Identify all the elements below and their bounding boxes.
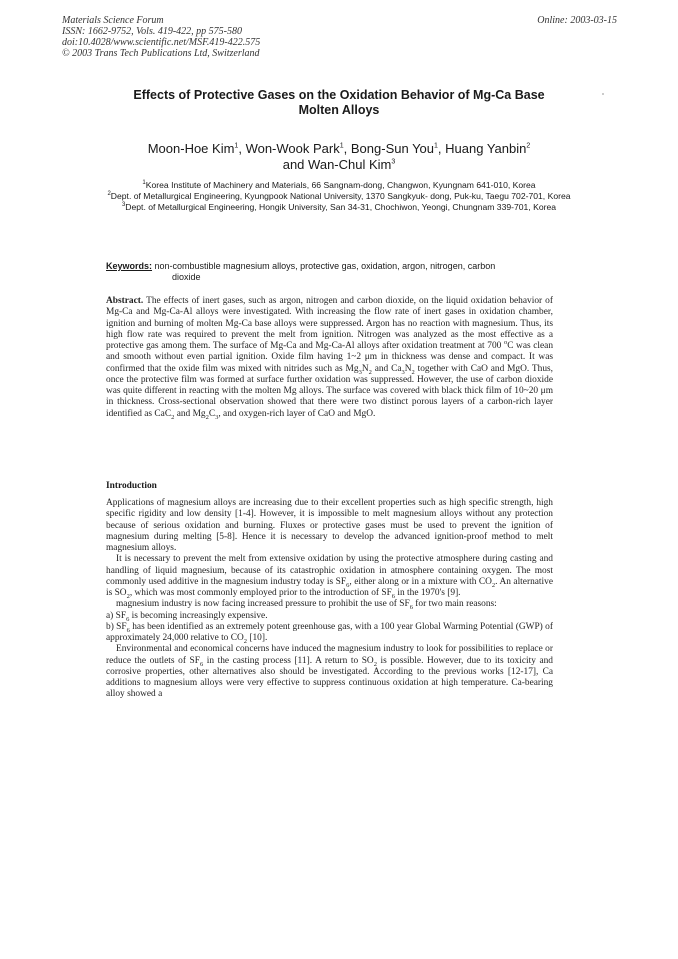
- affiliation-text: Dept. of Metallurgical Engineering, Kyungpook National University, 1370 Sangkyuk- dong, Puk-ku, Taegu 702-701, Korea: [110, 191, 571, 201]
- abstract-text: and Mg: [174, 408, 206, 419]
- intro-text: It is necessary to prevent the melt from extensive oxidation by using the protective atmosphere during casting and handling of liquid magnesium, because of its catastrophic oxidation in atmosphere containing oxygen. The most commonly used additive in the magnesium industry today is SF: [106, 554, 553, 587]
- intro-text: b) SF: [106, 621, 127, 632]
- abstract-text: together with CaO and MgO. Thus, once the protective film was formed at surface further oxidation was suppressed. However, the use of carbon dioxide was quite different in reacting with the molten Mg alloys. The surface was covered with black thick film of 10~20 μm in thickness. Cross-sectional observation showed that there were two distinct porous layers of a carbon-rich layer identified as CaC: [106, 363, 553, 419]
- keywords-text: non-combustible magnesium alloys, protective gas, oxidation, argon, nitrogen, carbon: [154, 261, 496, 271]
- subscript: 2: [491, 581, 496, 589]
- subscript: 2: [373, 660, 377, 668]
- author-affil-mark: 1: [339, 142, 344, 150]
- abstract-text: N: [404, 363, 412, 374]
- abstract-text: and Ca: [371, 363, 402, 374]
- intro-paragraph-4: [106, 644, 553, 700]
- abstract-text: The effects of inert gases, such as argon, nitrogen and carbon dioxide, on the liquid oxidation behavior of Mg-Ca and Mg-Ca-Al alloys were investigated. With increasing the flow rate of inert gases in oxidation chamber, ignition and burning of molten Mg-Ca base alloys were suppressed. Argon has no reaction with magnesium. Thus, its high flow rate was required to prevent the melt from ignition. Nitrogen was analyzed as the most effective as a protective gas among them. The surface of Mg-Ca and Mg-Ca-Al alloys after oxidation treatment at 700: [106, 296, 553, 351]
- subscript: 6: [391, 592, 396, 600]
- intro-text: . An alternative is SO: [106, 576, 553, 598]
- abstract-label: Abstract.: [106, 296, 144, 306]
- online-date: Online: 2003-03-15: [537, 15, 617, 26]
- keywords: [106, 261, 554, 283]
- title-line-2: Molten Alloys: [298, 103, 380, 117]
- author-list: [90, 141, 588, 173]
- introduction-heading: Introduction: [106, 481, 157, 491]
- subscript: 3: [401, 368, 405, 376]
- author-affil-mark: 1: [234, 142, 239, 150]
- author-name: Moon-Hoe Kim: [147, 141, 235, 156]
- author-name: Bong-Sun You: [350, 141, 435, 156]
- author-affil-mark: 1: [434, 142, 438, 150]
- authors-line-1: Moon-Hoe Kim$^1$, Won-Wook Park$^1$, Bong-Sun You$^1$, Huang Yanbin$^2$: [147, 141, 531, 156]
- author-and: and: [282, 157, 305, 172]
- intro-text: for two main reasons:: [412, 599, 497, 610]
- subscript: 6: [126, 626, 130, 634]
- intro-text: Environmental and economical concerns have induced the magnesium industry to look for possibilities to replace or reduce the outlets of SF: [106, 644, 553, 666]
- intro-paragraph-1: Applications of magnesium alloys are increasing due to their excellent properties such as high specific strength, high specific rigidity and low density [1-4]. However, it is impossible to melt magnesium alloys without any protection because of serious oxidation and burning. Fluxes or protective gases must be used to prevent the ignition of magnesium during melting [5-8]. Hence it is necessary to develop the advanced ignition-proof method to melt magnesium alloys.: [106, 498, 553, 553]
- subscript: 3: [358, 368, 362, 376]
- keywords-text-cont: dioxide: [172, 272, 201, 282]
- affiliation-text: Dept. of Metallurgical Engineering, Hongik University, San 34-31, Chochiwon, Yeongi, Chungnam 339-701, Korea: [125, 202, 557, 212]
- abstract: [106, 296, 553, 420]
- author-name: Won-Wook Park: [245, 141, 340, 156]
- affiliation-3: [100, 202, 578, 213]
- copyright: © 2003 Trans Tech Publications Ltd, Switzerland: [62, 48, 260, 59]
- subscript: 2: [126, 592, 130, 600]
- subscript: 6: [409, 604, 413, 612]
- author-affil-mark: 2: [526, 142, 531, 150]
- intro-paragraph-3: [106, 599, 553, 610]
- subscript: 2: [171, 413, 175, 421]
- subscript: 2: [243, 637, 247, 645]
- intro-text: is becoming increasingly expensive.: [129, 610, 268, 621]
- affiliation-mark: 1: [142, 180, 146, 187]
- keywords-label: Keywords:: [106, 261, 153, 271]
- subscript: 2: [205, 413, 209, 421]
- doi: doi:10.4028/www.scientific.net/MSF.419-422.575: [62, 37, 261, 48]
- abstract-text: , and oxygen-rich layer of CaO and MgO.: [218, 408, 376, 419]
- intro-paragraph-2: [106, 554, 553, 599]
- intro-list-item-a: [106, 611, 553, 622]
- subscript: 2: [368, 368, 372, 376]
- intro-list-item-b: [106, 622, 553, 645]
- subscript: 2: [411, 368, 415, 376]
- intro-text: is possible. However, due to its toxicity and corrosive properties, other alternatives also should be investigated. According to the previous works [12-17], Ca additions to magnesium alloys were very effective to suppress continuous oxidation at high temperature. Ca-bearing alloy showed a: [106, 655, 553, 700]
- abstract-text: N: [361, 363, 369, 374]
- intro-text: in the casting process [11]. A return to SO: [203, 655, 374, 666]
- intro-text: , either along or in a mixture with CO: [349, 576, 492, 587]
- author-affil-mark: 3: [391, 158, 396, 166]
- intro-text: [10].: [246, 633, 268, 643]
- author-name: Wan-Chul Kim: [308, 157, 392, 172]
- intro-text: in the 1970's [9].: [395, 588, 461, 598]
- affiliation-1: [100, 180, 578, 191]
- scan-speck: [602, 93, 604, 95]
- intro-text: , which was most commonly employed prior to the introduction of SF: [129, 588, 392, 598]
- affiliations: [100, 180, 578, 213]
- intro-text: has been identified as an extremely potent greenhouse gas, with a 100 year Global Warming Potential (GWP) of approximately 24,000 relative to CO: [106, 621, 553, 643]
- abstract-text: C was clean and smooth without even partial ignition. Oxide film having 1~2 μm in thickness was dense and compact. It was confirmed that the oxide film was mixed with nitrides such as Mg: [106, 341, 554, 374]
- subscript: 3: [215, 413, 219, 421]
- paper-title: [100, 88, 578, 118]
- subscript: 6: [346, 581, 350, 589]
- abstract-text: C: [208, 408, 216, 419]
- affiliation-text: Korea Institute of Machinery and Materials, 66 Sangnam-dong, Changwon, Kyungnam 641-010, Korea: [145, 180, 536, 190]
- subscript: 6: [126, 615, 130, 623]
- affiliation-2: [100, 191, 578, 202]
- title-line-1: Effects of Protective Gases on the Oxidation Behavior of Mg-Ca Base: [133, 88, 545, 102]
- author-name: Huang Yanbin: [445, 141, 527, 156]
- affiliation-mark: 2: [107, 191, 111, 198]
- introduction-body: [106, 498, 553, 701]
- degree-sup: o: [503, 338, 508, 346]
- issn: ISSN: 1662-9752, Vols. 419-422, pp 575-580: [62, 26, 242, 37]
- subscript: 6: [199, 660, 204, 668]
- journal-name: Materials Science Forum: [62, 15, 164, 26]
- intro-text: magnesium industry is now facing increased pressure to prohibit the use of SF: [116, 599, 410, 610]
- authors-line-2: [90, 157, 588, 173]
- intro-text: a) SF: [106, 610, 127, 621]
- affiliation-mark: 3: [121, 202, 126, 209]
- page-header: [62, 15, 617, 59]
